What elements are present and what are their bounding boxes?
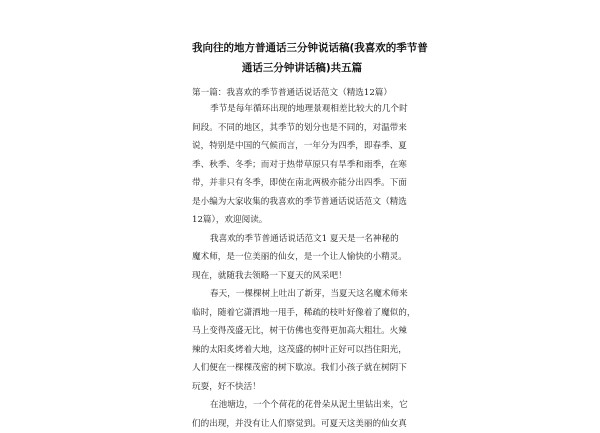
- text-line: 季节是每年循环出现的地理景观相差比较大的几个时: [192, 100, 412, 119]
- text-line: 辣的太阳炙烤着大地，这茂盛的树叶正好可以挡住阳光，: [192, 341, 412, 360]
- text-line: 马上变得茂盛无比，树干仿佛也变得更加高大粗壮。火辣: [192, 322, 412, 341]
- document-body: [192, 38, 412, 433]
- text-line: 在池塘边，一个个荷花的花骨朵从泥土里钻出来，它: [192, 396, 412, 415]
- text-line: 带，并非只有冬季，即使在南北两极亦能分出四季。下面: [192, 174, 412, 193]
- text-line: 玩耍，好不快活！: [192, 378, 412, 397]
- paragraph-trees: [192, 285, 412, 396]
- text-line: 们的出现，并没有让人们察觉到。可夏天这美丽的仙女真: [192, 415, 412, 433]
- section-heading: 第一篇：我喜欢的季节普通话说话范文（精选12篇）: [192, 86, 412, 100]
- text-line: 间段。不同的地区，其季节的划分也是不同的，对温带来: [192, 119, 412, 138]
- text-line: 季、秋季、冬季；而对于热带草原只有旱季和雨季，在寒: [192, 156, 412, 175]
- title-line: 通话三分钟讲话稿)共五篇: [192, 58, 412, 78]
- text-line: 临时，随着它潇洒地一甩手，稀疏的枝叶好像着了魔似的，: [192, 304, 412, 323]
- document-title: [192, 38, 412, 78]
- text-line: 我喜欢的季节普通话说话范文1 夏天是一名神秘的: [192, 230, 412, 249]
- paragraph-pond: [192, 396, 412, 433]
- text-line: 是小编为大家收集的我喜欢的季节普通话说话范文（精选: [192, 193, 412, 212]
- paragraph-intro: [192, 100, 412, 230]
- text-line: 魔术师，是一位美丽的仙女，是一个让人愉快的小精灵。: [192, 248, 412, 267]
- title-line: 我向往的地方普通话三分钟说话稿(我喜欢的季节普: [192, 38, 412, 58]
- text-line: 春天，一棵棵树上吐出了新芽，当夏天这名魔术师来: [192, 285, 412, 304]
- paragraph-summer-intro: [192, 230, 412, 286]
- text-line: 现在，就随我去领略一下夏天的风采吧！: [192, 267, 412, 286]
- text-line: 12篇），欢迎阅读。: [192, 211, 412, 230]
- text-line: 人们便在一棵棵茂密的树下歇凉。我们小孩子就在树阴下: [192, 359, 412, 378]
- text-line: 说，特别是中国的气候而言，一年分为四季，即春季、夏: [192, 137, 412, 156]
